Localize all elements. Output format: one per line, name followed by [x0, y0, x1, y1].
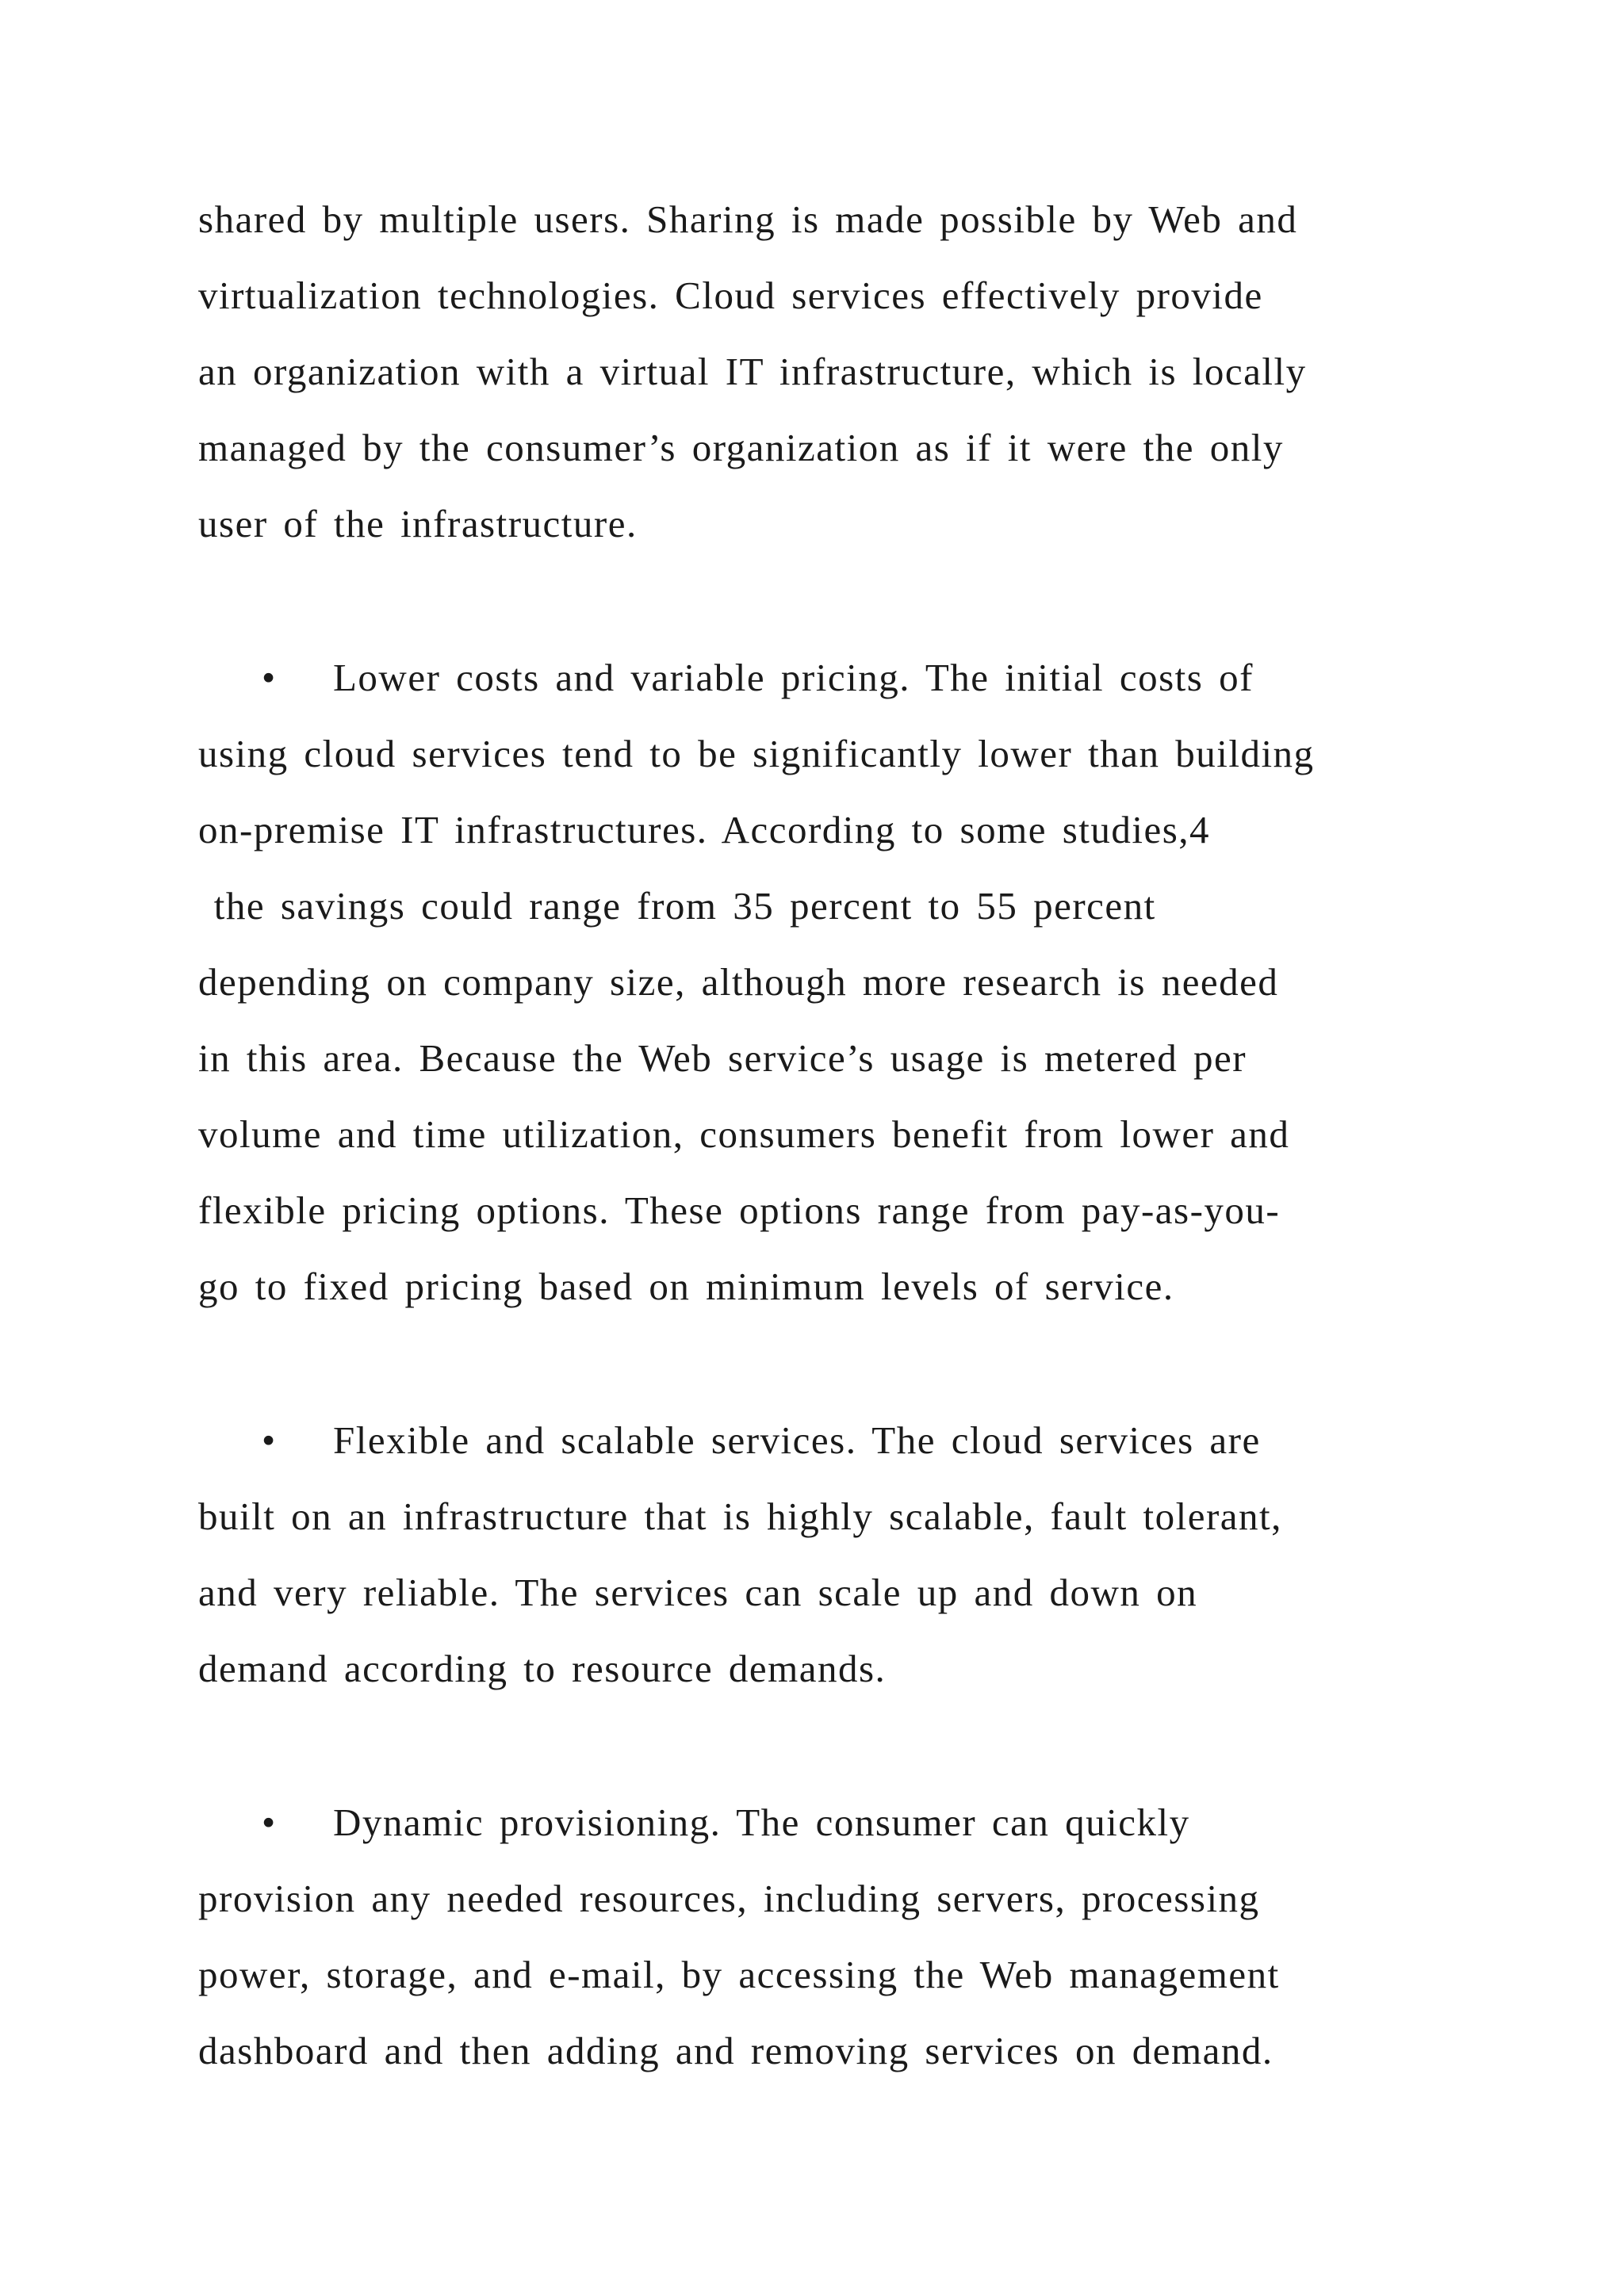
paragraph-line: and very reliable. The services can scale up and down on: [198, 1571, 1198, 1614]
bullet-item-dynamic-provisioning: [262, 1800, 1190, 1844]
bullet-icon: •: [262, 1800, 277, 1844]
bullet-icon: •: [262, 656, 277, 699]
bullet-icon: •: [262, 1418, 277, 1462]
paragraph-line: power, storage, and e-mail, by accessing the Web management: [198, 1953, 1280, 1996]
paragraph-line: using cloud services tend to be significantly lower than building: [198, 732, 1315, 775]
paragraph-line: in this area. Because the Web service’s usage is metered per: [198, 1036, 1247, 1080]
paragraph-line: on-premise IT infrastructures. According to some studies,4: [198, 808, 1211, 851]
paragraph-line: volume and time utilization, consumers benefit from lower and: [198, 1112, 1290, 1156]
paragraph-line: flexible pricing options. These options range from pay-as-you-: [198, 1188, 1281, 1232]
paragraph-line: managed by the consumer’s organization as if it were the only: [198, 426, 1284, 469]
paragraph-line: user of the infrastructure.: [198, 502, 638, 545]
paragraph-line: depending on company size, although more research is needed: [198, 960, 1279, 1004]
paragraph-line: built on an infrastructure that is highly scalable, fault tolerant,: [198, 1494, 1282, 1538]
paragraph-line: demand according to resource demands.: [198, 1647, 887, 1690]
paragraph-line: an organization with a virtual IT infrastructure, which is locally: [198, 350, 1307, 393]
paragraph-line: Lower costs and variable pricing. The initial costs of: [333, 656, 1254, 699]
paragraph-line: go to fixed pricing based on minimum levels of service.: [198, 1265, 1174, 1308]
paragraph-line: the savings could range from 35 percent to 55 percent: [198, 884, 1156, 928]
paragraph-line: dashboard and then adding and removing services on demand.: [198, 2029, 1274, 2072]
paragraph-line: Dynamic provisioning. The consumer can quickly: [333, 1800, 1190, 1844]
bullet-item-flexible-services: [262, 1418, 1261, 1462]
bullet-item-lower-costs: [262, 658, 1254, 697]
paragraph-line: shared by multiple users. Sharing is made possible by Web and: [198, 197, 1298, 241]
paragraph-line: Flexible and scalable services. The cloud services are: [333, 1418, 1261, 1462]
paragraph-line: virtualization technologies. Cloud services effectively provide: [198, 274, 1263, 317]
paragraph-line: provision any needed resources, including servers, processing: [198, 1877, 1260, 1920]
